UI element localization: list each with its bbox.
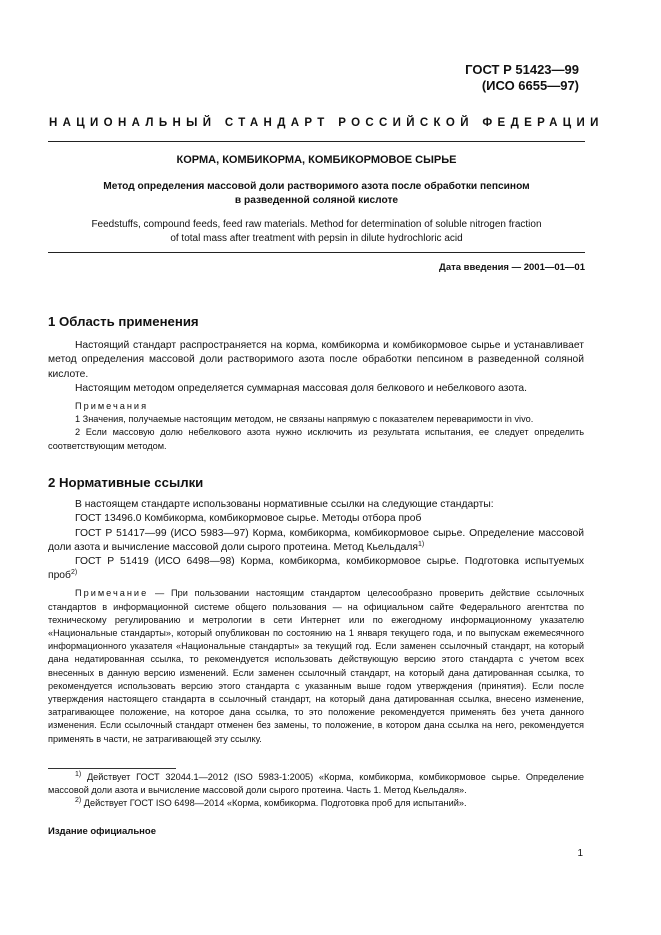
footnote-1-mark: 1) — [75, 771, 82, 778]
national-standard-heading: НАЦИОНАЛЬНЫЙ СТАНДАРТ РОССИЙСКОЙ ФЕДЕРАЦИИ — [49, 117, 604, 129]
scope-paragraph-2: Настоящим методом определяется суммарная массовая доля белкового и небелкового азота. — [75, 382, 528, 394]
section-1-heading: 1 Область применения — [48, 314, 199, 329]
footnote-2 — [48, 797, 584, 810]
footnote-ref-1: 1) — [417, 540, 425, 548]
english-title-line-1: Feedstuffs, compound feeds, feed raw materials. Method for determination of soluble nitrogen fraction — [91, 219, 542, 230]
section-scope — [48, 315, 584, 453]
iso-number: (ИСО 6655—97) — [481, 78, 579, 93]
footnote-2-text: Действует ГОСТ ISO 6498—2014 «Корма, комбикорма. Подготовка проб для испытаний». — [81, 798, 467, 808]
introduction-date: Дата введения — 2001—01—01 — [439, 262, 585, 273]
footnotes — [48, 771, 584, 810]
section-2-heading: 2 Нормативные ссылки — [48, 475, 204, 490]
document-subtitle — [48, 180, 585, 208]
note-label: Примечание — [75, 588, 149, 599]
footnote-2-mark: 2) — [75, 797, 82, 804]
note-1: 1 Значения, получаемые настоящим методом, не связаны напрямую с показателем переваримости in vivo. — [75, 414, 534, 425]
footnote-ref-2: 2) — [70, 569, 78, 577]
top-divider — [48, 141, 585, 142]
reference-1: ГОСТ 13496.0 Комбикорма, комбикормовое сырье. Методы отбора проб — [75, 513, 422, 525]
page-number: 1 — [577, 848, 583, 859]
standard-number: ГОСТ Р 51423—99 — [465, 62, 579, 77]
note-2: 2 Если массовую долю небелкового азота нужно исключить из результата испытания, ее следует определить соответствующим методом. — [48, 427, 584, 451]
reference-3-text: ГОСТ Р 51419 (ИСО 6498—98) Корма, комбикорма, комбикормовое сырье. Подготовка испытуемых проб — [48, 556, 584, 582]
english-title-line-2: of total mass after treatment with pepsin in dilute hydrochloric acid — [170, 233, 463, 244]
references-note — [48, 587, 584, 745]
references-intro: В настоящем стандарте использованы нормативные ссылки на следующие стандарты: — [75, 499, 494, 511]
notes-label: Примечания — [75, 401, 149, 412]
edition-label: Издание официальное — [48, 826, 156, 837]
title-divider — [48, 252, 585, 253]
subtitle-line-1: Метод определения массовой доли растворимого азота после обработки пепсином — [103, 181, 530, 192]
reference-2-text: ГОСТ Р 51417—99 (ИСО 5983—97) Корма, комбикорма, комбикормовое сырье. Определение массовой доли азота и вычисление массовой доли сырого протеина. Метод Кьельдаля — [48, 527, 584, 553]
footnote-1 — [48, 771, 584, 797]
reference-3 — [48, 555, 584, 583]
subtitle-line-2: в разведенной соляной кислоте — [234, 195, 399, 206]
section-references — [48, 476, 584, 746]
scope-paragraph-1: Настоящий стандарт распространяется на корма, комбикорма и комбикормовое сырье и устанавливает метод определения массовой доли растворимого азота после обработки пепсином в разведенной соляной кислоте. — [48, 340, 584, 380]
footnote-1-text: Действует ГОСТ 32044.1—2012 (ISO 5983-1:2005) «Корма, комбикорма, комбикормовое сырье. Определение массовой доли азота и вычисление массовой доли сырого протеина. Часть 1. Метод Кьельдаля». — [48, 772, 584, 795]
note-text: — При пользовании настоящим стандартом целесообразно проверить действие ссылочных стандартов в информационной системе общего пользования — на официальном сайте Федерального агентства по техническому регулированию и метрологии в сети Интернет или по ежегодному информационному указателю «Национальные стандарты», который опубликован по состоянию на 1 января текущего года, и по выпускам ежемесячного информационного указателя «Национальные стандарты» за текущий год. Если заменен ссылочный стандарт, на который дана недатированная ссылка, то рекомендуется использовать действующую версию этого стандарта с учетом всех внесенных в данную версию изменений. Если заменен ссылочный стандарт, на который дана датированная ссылка, то рекомендуется использовать версию этого стандарта с указанным выше годом утверждения (принятия). Если после утверждения настоящего стандарта в ссылочный стандарт, на который дана датированная ссылка, внесено изменение, затрагивающее положение, на которое дана ссылка, то это положение рекомендуется применять без учета данного изменения. Если ссылочный стандарт отменен без замены, то положение, в котором дана ссылка на него, рекомендуется применять в части, не затрагивающей эту ссылку. — [48, 588, 584, 744]
english-title — [48, 218, 585, 246]
footnote-divider — [48, 768, 176, 769]
document-title: КОРМА, КОМБИКОРМА, КОМБИКОРМОВОЕ СЫРЬЕ — [176, 154, 457, 166]
reference-2 — [48, 527, 584, 555]
